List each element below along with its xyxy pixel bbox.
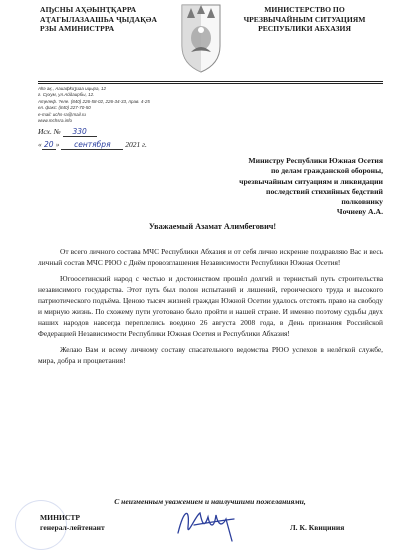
addressee-line: по делам гражданской обороны,: [271, 166, 383, 176]
state-emblem-icon: [177, 2, 225, 74]
handwritten-signature: [172, 503, 240, 545]
body-paragraph: От всего личного состава МЧС Республики Абхазия и от себя лично искренне поздравляю Вас и весь личный состав МЧС РЮО с Днём провозглашения Независимости Республики Южная Осетия!: [38, 247, 383, 268]
header-divider-thin: [38, 83, 383, 84]
header-org-russian: [232, 5, 377, 34]
contact-block: [38, 86, 213, 124]
date-month: сентября: [74, 140, 111, 149]
date-year: 2021 г.: [125, 140, 147, 149]
addressee-line: Чочиеву А.А.: [336, 207, 383, 217]
closing-phrase: С неизменным уважением и наилучшими пожеланиями,: [114, 497, 306, 506]
header-org-russian-line: ЧРЕЗВЫЧАЙНЫМ СИТУАЦИЯМ: [243, 14, 366, 24]
salutation: Уважаемый Азамат Алимбегович!: [148, 222, 277, 231]
letter-date: « 20 » сентября 2021 г.: [38, 140, 147, 149]
header-org-russian-line: МИНИСТЕРСТВО ПО: [264, 5, 345, 14]
addressee-line: чрезвычайным ситуациям и ликвидации: [239, 176, 383, 186]
addressee-line: последствий стихийных бедствий: [266, 186, 383, 196]
signatory-name: Л. К. Квициния: [290, 523, 345, 532]
letter-body: [38, 246, 383, 366]
signatory-position: МИНИСТР: [40, 513, 81, 522]
date-day-field: [42, 140, 56, 150]
body-paragraph: Желаю Вам и всему личному составу спасательного ведомства РЮО успехов в нелёгкой службе, мира, добра и процветания!: [38, 345, 383, 366]
signatory-rank: генерал-лейтенант: [40, 523, 105, 533]
outgoing-number-value: 330: [72, 127, 87, 136]
contact-phones: Аҭелеф. ?еле. (840) 226-58-02, 226-34-33, прав. 4-25: [38, 98, 150, 104]
header-org-abkhaz-line: АҦСНЫ АҲӘЫНҬҚАРРА: [40, 5, 137, 14]
body-paragraph: Югоосетинский народ с честью и достоинством прошёл долгий и тернистый путь строительства независимого государства. Этот путь был полон испытаний и лишений, героического труда и высокого патриотического подъёма. Ценою тысяч жизней граждан Южной Осетии удалось отстоять право на свободу и мирную жизнь. По схожему пути уготовано было пройти и нашей стране. И именно поэтому судьбы двух наших народов навсегда переплелись воедино 26 августа 2008 года, в День признания Российской Федерацией Независимости Республики Южная Осетия и Республики Абхазия!: [38, 274, 383, 339]
signatory-title: [40, 513, 160, 534]
header-org-russian-line: РЕСПУБЛИКИ АБХАЗИЯ: [258, 24, 351, 33]
header-org-abkhaz-line: АҬАГЫЛАЗААШЬА ҶЫДАҚӘА: [40, 14, 158, 24]
outgoing-number-field: [63, 127, 97, 137]
contact-website: www.mchsra.info: [38, 118, 73, 124]
contact-address-abkhaz: Аҟә ақ., Ааиафҟиӡиаа ицыра, 12: [38, 86, 107, 91]
date-day: 20: [43, 140, 54, 149]
addressee-block: [178, 156, 383, 218]
date-month-field: [61, 140, 123, 150]
contact-email: e-mail: uchs-ra@mail.ru: [38, 111, 86, 117]
addressee-line: Министру Республики Южная Осетия: [248, 156, 383, 165]
header-divider: [38, 81, 383, 82]
header-org-abkhaz-line: РЗЫ АМИНИСТРРА: [40, 24, 115, 33]
header-org-abkhaz: [40, 5, 175, 34]
outgoing-number-label: Исх. №: [38, 127, 61, 136]
outgoing-number: [38, 127, 97, 137]
contact-address-russian: г. Сухум, ул.Айдаирбы, 12.: [38, 92, 95, 98]
contact-fax: ел. факс: (840) 227-70-50: [38, 105, 91, 111]
addressee-line: полковнику: [341, 197, 383, 207]
